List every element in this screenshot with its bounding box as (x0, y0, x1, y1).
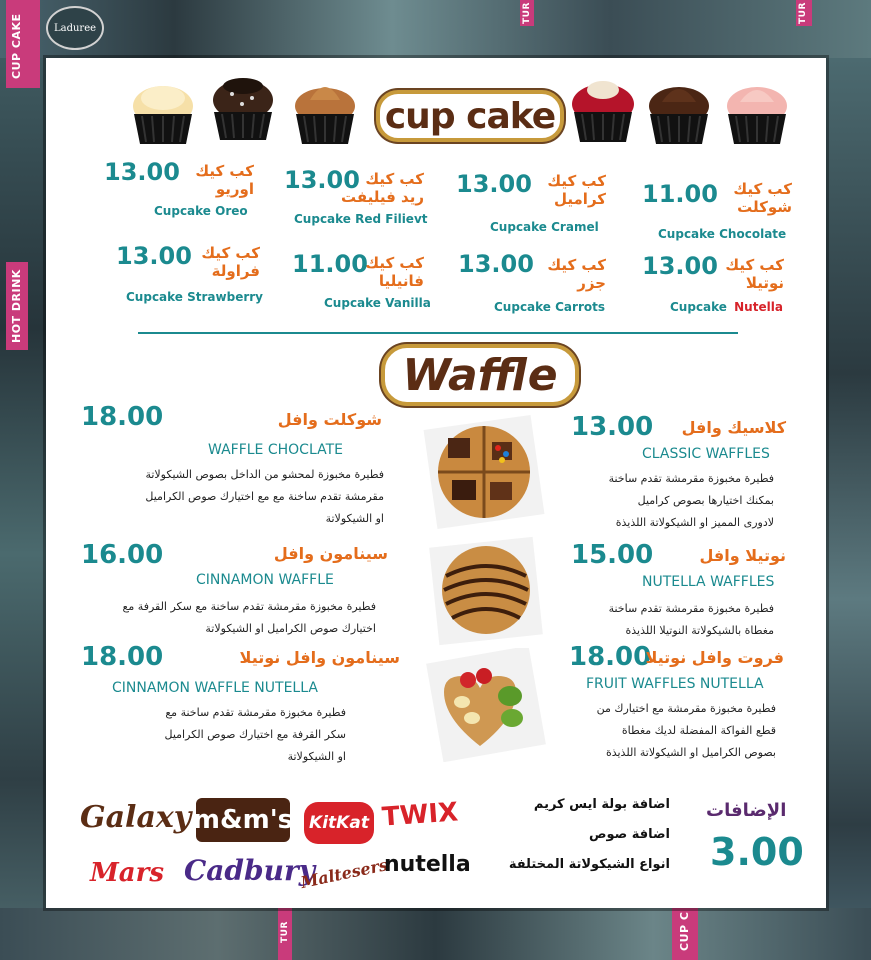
cupcake-en: Cupcake Carrots (494, 300, 605, 314)
cupcake-price: 11.00 (642, 180, 718, 208)
waffle-price: 18.00 (569, 642, 652, 672)
cupcake-oreo-image (208, 72, 278, 142)
cupcake-item-oreo (104, 158, 274, 232)
cupcake-ar-1: كب كيك (733, 180, 792, 198)
waffle-price: 18.00 (81, 402, 164, 432)
waffle-en: FRUIT WAFFLES NUTELLA (586, 676, 764, 692)
nutella-logo: nutella (384, 852, 471, 877)
cupcake-ar-1: كب كيك (195, 162, 254, 180)
waffle-desc-line: مغطاة بالشيكولاتة النوتيلا اللذيذة (625, 624, 774, 637)
cupcake-ar-2: نوتيلا (745, 274, 784, 292)
waffle-ar: نوتيلا وافل (699, 546, 786, 565)
cupcake-ar-2: فانيليا (378, 272, 424, 290)
cupcake-price: 11.00 (292, 250, 368, 278)
waffle-fruit-image (424, 648, 548, 762)
waffle-desc-line: فطيرة مخبوزة مقرمشة مع اختيارك من (596, 702, 776, 715)
bg-right-strip (826, 58, 871, 960)
waffle-desc-line: بصوص الكراميل او الشيكولاتة اللذيذة (605, 746, 776, 759)
laduree-logo: Laduree (46, 6, 104, 50)
galaxy-logo: Galaxy (80, 800, 192, 835)
cupcake-vanilla-image (128, 76, 198, 146)
side-label-hot-drink: HOT DRINK (10, 269, 23, 343)
cupcake-price: 13.00 (456, 170, 532, 198)
waffle-desc-line: سكر القرفة مع اختيارك صوص الكراميل (164, 728, 346, 741)
cupcake-price: 13.00 (284, 166, 360, 194)
waffle-desc-line: فطيرة مخبوزة مقرمشة تقدم ساخنة مع سكر القرفة مع (122, 600, 376, 613)
waffle-desc-line: او الشيكولاتة (287, 750, 346, 763)
waffle-ar: فروت وافل نوتيلا (645, 648, 784, 667)
bg-bottom-strip (0, 908, 871, 960)
cupcake-item-vanilla (292, 250, 462, 324)
cupcake-item-strawberry (116, 244, 286, 314)
waffle-desc-line: لادورى المميز او الشيكولاتة اللذيذة (615, 516, 774, 529)
cupcake-price: 13.00 (642, 252, 718, 280)
cupcake-en: Cupcake Strawberry (126, 290, 263, 304)
cupcake-ar-2: ريد فيليفت (340, 188, 424, 206)
cupcake-item-red-velvet (284, 166, 454, 240)
cupcake-ar-1: كب كيك (725, 256, 784, 274)
cupcake-section-title: cup cake (376, 90, 564, 142)
waffle-desc-line: فطيرة مخبوزة مقرمشة تقدم ساخنة (608, 602, 774, 615)
cupcake-ar-2: جزر (577, 274, 606, 292)
kitkat-logo: KitKat (304, 802, 374, 844)
waffle-price: 13.00 (571, 412, 654, 442)
cupcake-ar-1: كب كيك (547, 256, 606, 274)
waffle-nutella-image (424, 536, 548, 646)
waffle-price: 16.00 (81, 540, 164, 570)
waffle-desc-line: فطيرة مخبوزة مقرمشة تقدم ساخنة مع (165, 706, 346, 719)
section-divider (138, 332, 738, 334)
cupcake-ar-1: كب كيك (201, 244, 260, 262)
waffle-ar: سينامون وافل (273, 544, 388, 563)
waffle-price: 18.00 (81, 642, 164, 672)
cupcake-caramel-image (290, 76, 360, 146)
waffle-chocolate-image (422, 414, 546, 530)
waffle-ar: كلاسيك وافل (681, 418, 786, 437)
cupcake-item-carrots (458, 250, 628, 326)
extras-item: اضافة صوص (588, 827, 670, 842)
cupcake-en-a: Cupcake (670, 300, 727, 314)
side-label-cup-c: CUP C (678, 911, 691, 951)
waffle-en: CINNAMON WAFFLE NUTELLA (112, 680, 318, 696)
waffle-desc-line: او الشيكولاتة (325, 512, 384, 525)
cupcake-ar-2: كراميل (554, 190, 606, 208)
side-label-tur-3: TUR (280, 921, 290, 943)
cupcake-en: Cupcake Vanilla (324, 296, 431, 310)
menu-card (46, 58, 826, 908)
mars-logo: Mars (90, 858, 164, 888)
maltesers-logo: Maltesers (298, 855, 390, 892)
side-label-cup-cake: CUP CAKE (10, 13, 23, 79)
cupcake-en: Cupcake Chocolate (658, 227, 787, 241)
waffle-price: 15.00 (571, 540, 654, 570)
cupcake-chocolate-image (644, 76, 714, 146)
cupcake-ar-2: فراولة (211, 262, 260, 280)
waffle-section-title: Waffle (381, 344, 579, 406)
extras-item: انواع الشيكولاتة المختلفة (508, 857, 670, 872)
cupcake-item-caramel (456, 172, 626, 242)
extras-item: اضافة بولة ايس كريم (533, 797, 670, 812)
waffle-en: CINNAMON WAFFLE (196, 572, 334, 588)
waffle-en: CLASSIC WAFFLES (642, 446, 770, 462)
cupcake-item-nutella (642, 252, 812, 326)
cupcake-strawberry-image (722, 76, 792, 146)
mm-logo: m&m's (196, 798, 290, 842)
cupcake-item-chocolate (642, 180, 812, 250)
cupcake-en-b: Nutella (734, 300, 783, 314)
waffle-desc-line: فطيرة مخبوزة مقرمشة تقدم ساخنة (608, 472, 774, 485)
extras-title: الإضافات (706, 800, 787, 821)
waffle-ar: سينامون وافل نوتيلا (239, 648, 400, 667)
waffle-desc-line: اختيارك صوص الكراميل او الشيكولاتة (205, 622, 376, 635)
waffle-en: NUTELLA WAFFLES (642, 574, 775, 590)
cupcake-en (670, 300, 783, 314)
waffle-ar: شوكلت وافل (277, 410, 382, 429)
cupcake-price: 13.00 (116, 242, 192, 270)
waffle-desc-line: قطع الفواكة المفضلة لديك مغطاة (621, 724, 776, 737)
bg-left-strip (0, 58, 46, 960)
side-label-tur-2: TUR (798, 2, 808, 24)
cupcake-ar-1: كب كيك (547, 172, 606, 190)
bg-top-strip (0, 0, 871, 58)
cupcake-red-velvet-image (568, 74, 638, 144)
waffle-desc-line: مقرمشة تقدم ساخنة مع مع اختيارك صوص الكراميل (145, 490, 384, 503)
cupcake-en: Cupcake Cramel (490, 220, 599, 234)
cupcake-price: 13.00 (104, 158, 180, 186)
extras-price: 3.00 (710, 830, 804, 874)
cadbury-logo: Cadbury (184, 854, 315, 887)
twix-logo: TWIX (381, 797, 460, 833)
cupcake-ar-2: اوريو (215, 180, 254, 198)
side-label-tur-1: TUR (522, 2, 532, 24)
cupcake-ar-1: كب كيك (365, 254, 424, 272)
waffle-desc-line: بمكنك اختيارها بصوص كراميل (637, 494, 774, 507)
cupcake-ar-2: شوكلت (737, 198, 792, 216)
cupcake-ar-1: كب كيك (365, 170, 424, 188)
waffle-en: WAFFLE CHOCLATE (208, 442, 343, 458)
waffle-desc-line: فطيرة مخبوزة لمحشو من الداخل بصوص الشيكولاتة (145, 468, 384, 481)
cupcake-en: Cupcake Red Filievt (294, 212, 428, 226)
cupcake-price: 13.00 (458, 250, 534, 278)
cupcake-en: Cupcake Oreo (154, 204, 248, 218)
